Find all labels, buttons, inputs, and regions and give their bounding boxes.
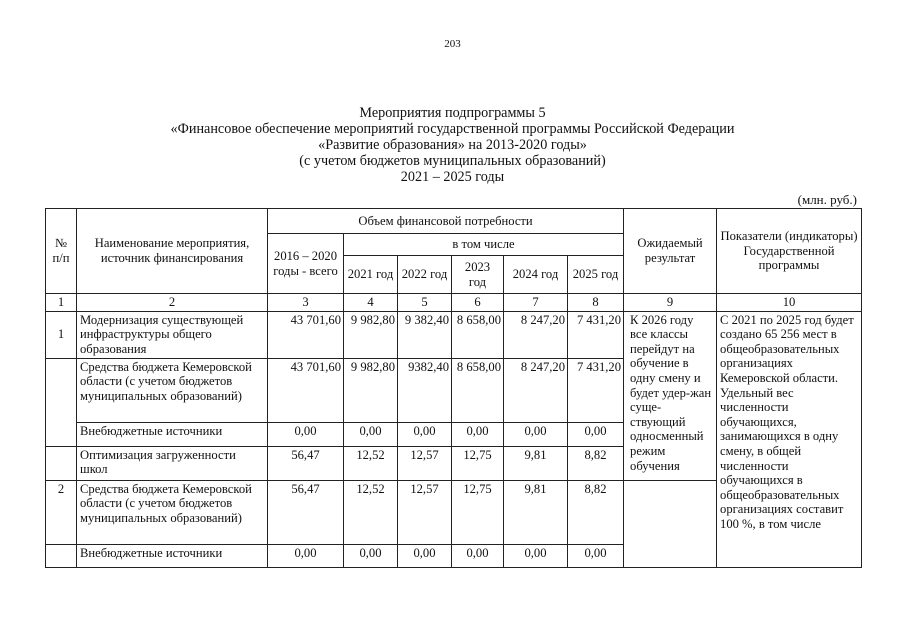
row-2024: 9,81 — [504, 480, 568, 544]
col-number: 4 — [344, 294, 398, 312]
header-no: № п/п — [46, 209, 77, 294]
row-2021: 12,52 — [344, 480, 398, 544]
row-2022: 9 382,40 — [398, 311, 452, 358]
column-numbers-row — [46, 294, 862, 312]
row-2025: 0,00 — [568, 422, 624, 446]
row-no: 2 — [46, 480, 77, 544]
row-2023: 12,75 — [452, 480, 504, 544]
row-2023: 0,00 — [452, 544, 504, 567]
row-2022: 12,57 — [398, 446, 452, 480]
row-2022: 9382,40 — [398, 358, 452, 422]
row-2025: 8,82 — [568, 480, 624, 544]
col-number: 7 — [504, 294, 568, 312]
row-name: Оптимизация загруженности школ — [77, 446, 268, 480]
row-no — [46, 544, 77, 567]
row-2021: 0,00 — [344, 544, 398, 567]
col-number: 8 — [568, 294, 624, 312]
col-number: 9 — [624, 294, 717, 312]
header-name: Наименование мероприятия, источник финансирования — [77, 209, 268, 294]
row-2023: 8 658,00 — [452, 358, 504, 422]
title-line-3: «Развитие образования» на 2013-2020 годы» — [318, 137, 587, 153]
row-2023: 0,00 — [452, 422, 504, 446]
title-line-4: (с учетом бюджетов муниципальных образований) — [299, 153, 606, 169]
row-total: 43 701,60 — [268, 358, 344, 422]
row-no: 1 — [46, 311, 77, 358]
page-number: 203 — [444, 38, 461, 50]
row-2025: 8,82 — [568, 446, 624, 480]
header-2025: 2025 год — [568, 256, 624, 294]
row-2022: 0,00 — [398, 544, 452, 567]
row-no — [46, 446, 77, 480]
row-2022: 0,00 — [398, 422, 452, 446]
header-2024: 2024 год — [504, 256, 568, 294]
expected-result-text: К 2026 году все классы перейдут на обучение в одну смену и будет удер-жан суще-ствующий односменный режим обучения — [624, 311, 717, 480]
unit-label: (млн. руб.) — [797, 192, 857, 207]
indicator-text: С 2021 по 2025 год будет создано 65 256 мест в общеобразовательных организациях Кемеровской области. Удельный вес численности обучающихся, занимающихся в одну смену, в общей численности обучающихся в общеобразовательных организациях составит 100 %, в том числе — [717, 311, 862, 567]
row-2024: 9,81 — [504, 446, 568, 480]
col-number: 5 — [398, 294, 452, 312]
row-name: Внебюджетные источники — [77, 544, 268, 567]
row-2023: 12,75 — [452, 446, 504, 480]
row-2023: 8 658,00 — [452, 311, 504, 358]
row-2024: 8 247,20 — [504, 311, 568, 358]
header-2022: 2022 год — [398, 256, 452, 294]
title-line-1: Мероприятия подпрограммы 5 — [359, 105, 546, 121]
header-indicators: Показатели (индикаторы) Государственной программы — [717, 209, 862, 294]
row-total: 0,00 — [268, 544, 344, 567]
row-total: 56,47 — [268, 446, 344, 480]
row-total: 56,47 — [268, 480, 344, 544]
row-2025: 7 431,20 — [568, 311, 624, 358]
row-2021: 12,52 — [344, 446, 398, 480]
row-2021: 0,00 — [344, 422, 398, 446]
row-2022: 12,57 — [398, 480, 452, 544]
header-total: 2016 – 2020 годы - всего — [268, 234, 344, 294]
row-2021: 9 982,80 — [344, 311, 398, 358]
col-number: 6 — [452, 294, 504, 312]
col-number: 3 — [268, 294, 344, 312]
row-total: 0,00 — [268, 422, 344, 446]
row-2024: 0,00 — [504, 544, 568, 567]
financing-table — [45, 208, 862, 568]
row-2025: 0,00 — [568, 544, 624, 567]
col-number: 2 — [77, 294, 268, 312]
document-title — [0, 105, 905, 185]
row-2024: 0,00 — [504, 422, 568, 446]
row-name: Средства бюджета Кемеровской области (с учетом бюджетов муниципальных образований) — [77, 480, 268, 544]
table-row — [46, 311, 862, 358]
title-line-2: «Финансовое обеспечение мероприятий государственной программы Российской Федерации — [170, 121, 735, 137]
row-name: Модернизация существующей инфраструктуры общего образования — [77, 311, 268, 358]
header-incl: в том числе — [344, 234, 624, 256]
col-number: 1 — [46, 294, 77, 312]
row-no — [46, 358, 77, 422]
col-number: 10 — [717, 294, 862, 312]
row-total: 43 701,60 — [268, 311, 344, 358]
header-volume: Объем финансовой потребности — [268, 209, 624, 234]
expected-result-empty — [624, 480, 717, 567]
row-2021: 9 982,80 — [344, 358, 398, 422]
row-name: Внебюджетные источники — [77, 422, 268, 446]
title-line-5: 2021 – 2025 годы — [400, 169, 505, 185]
row-2024: 8 247,20 — [504, 358, 568, 422]
header-result: Ожидаемый результат — [624, 209, 717, 294]
row-name: Средства бюджета Кемеровской области (с учетом бюджетов муниципальных образований) — [77, 358, 268, 422]
row-2025: 7 431,20 — [568, 358, 624, 422]
header-2021: 2021 год — [344, 256, 398, 294]
header-2023: 2023 год — [452, 256, 504, 294]
row-no — [46, 422, 77, 446]
